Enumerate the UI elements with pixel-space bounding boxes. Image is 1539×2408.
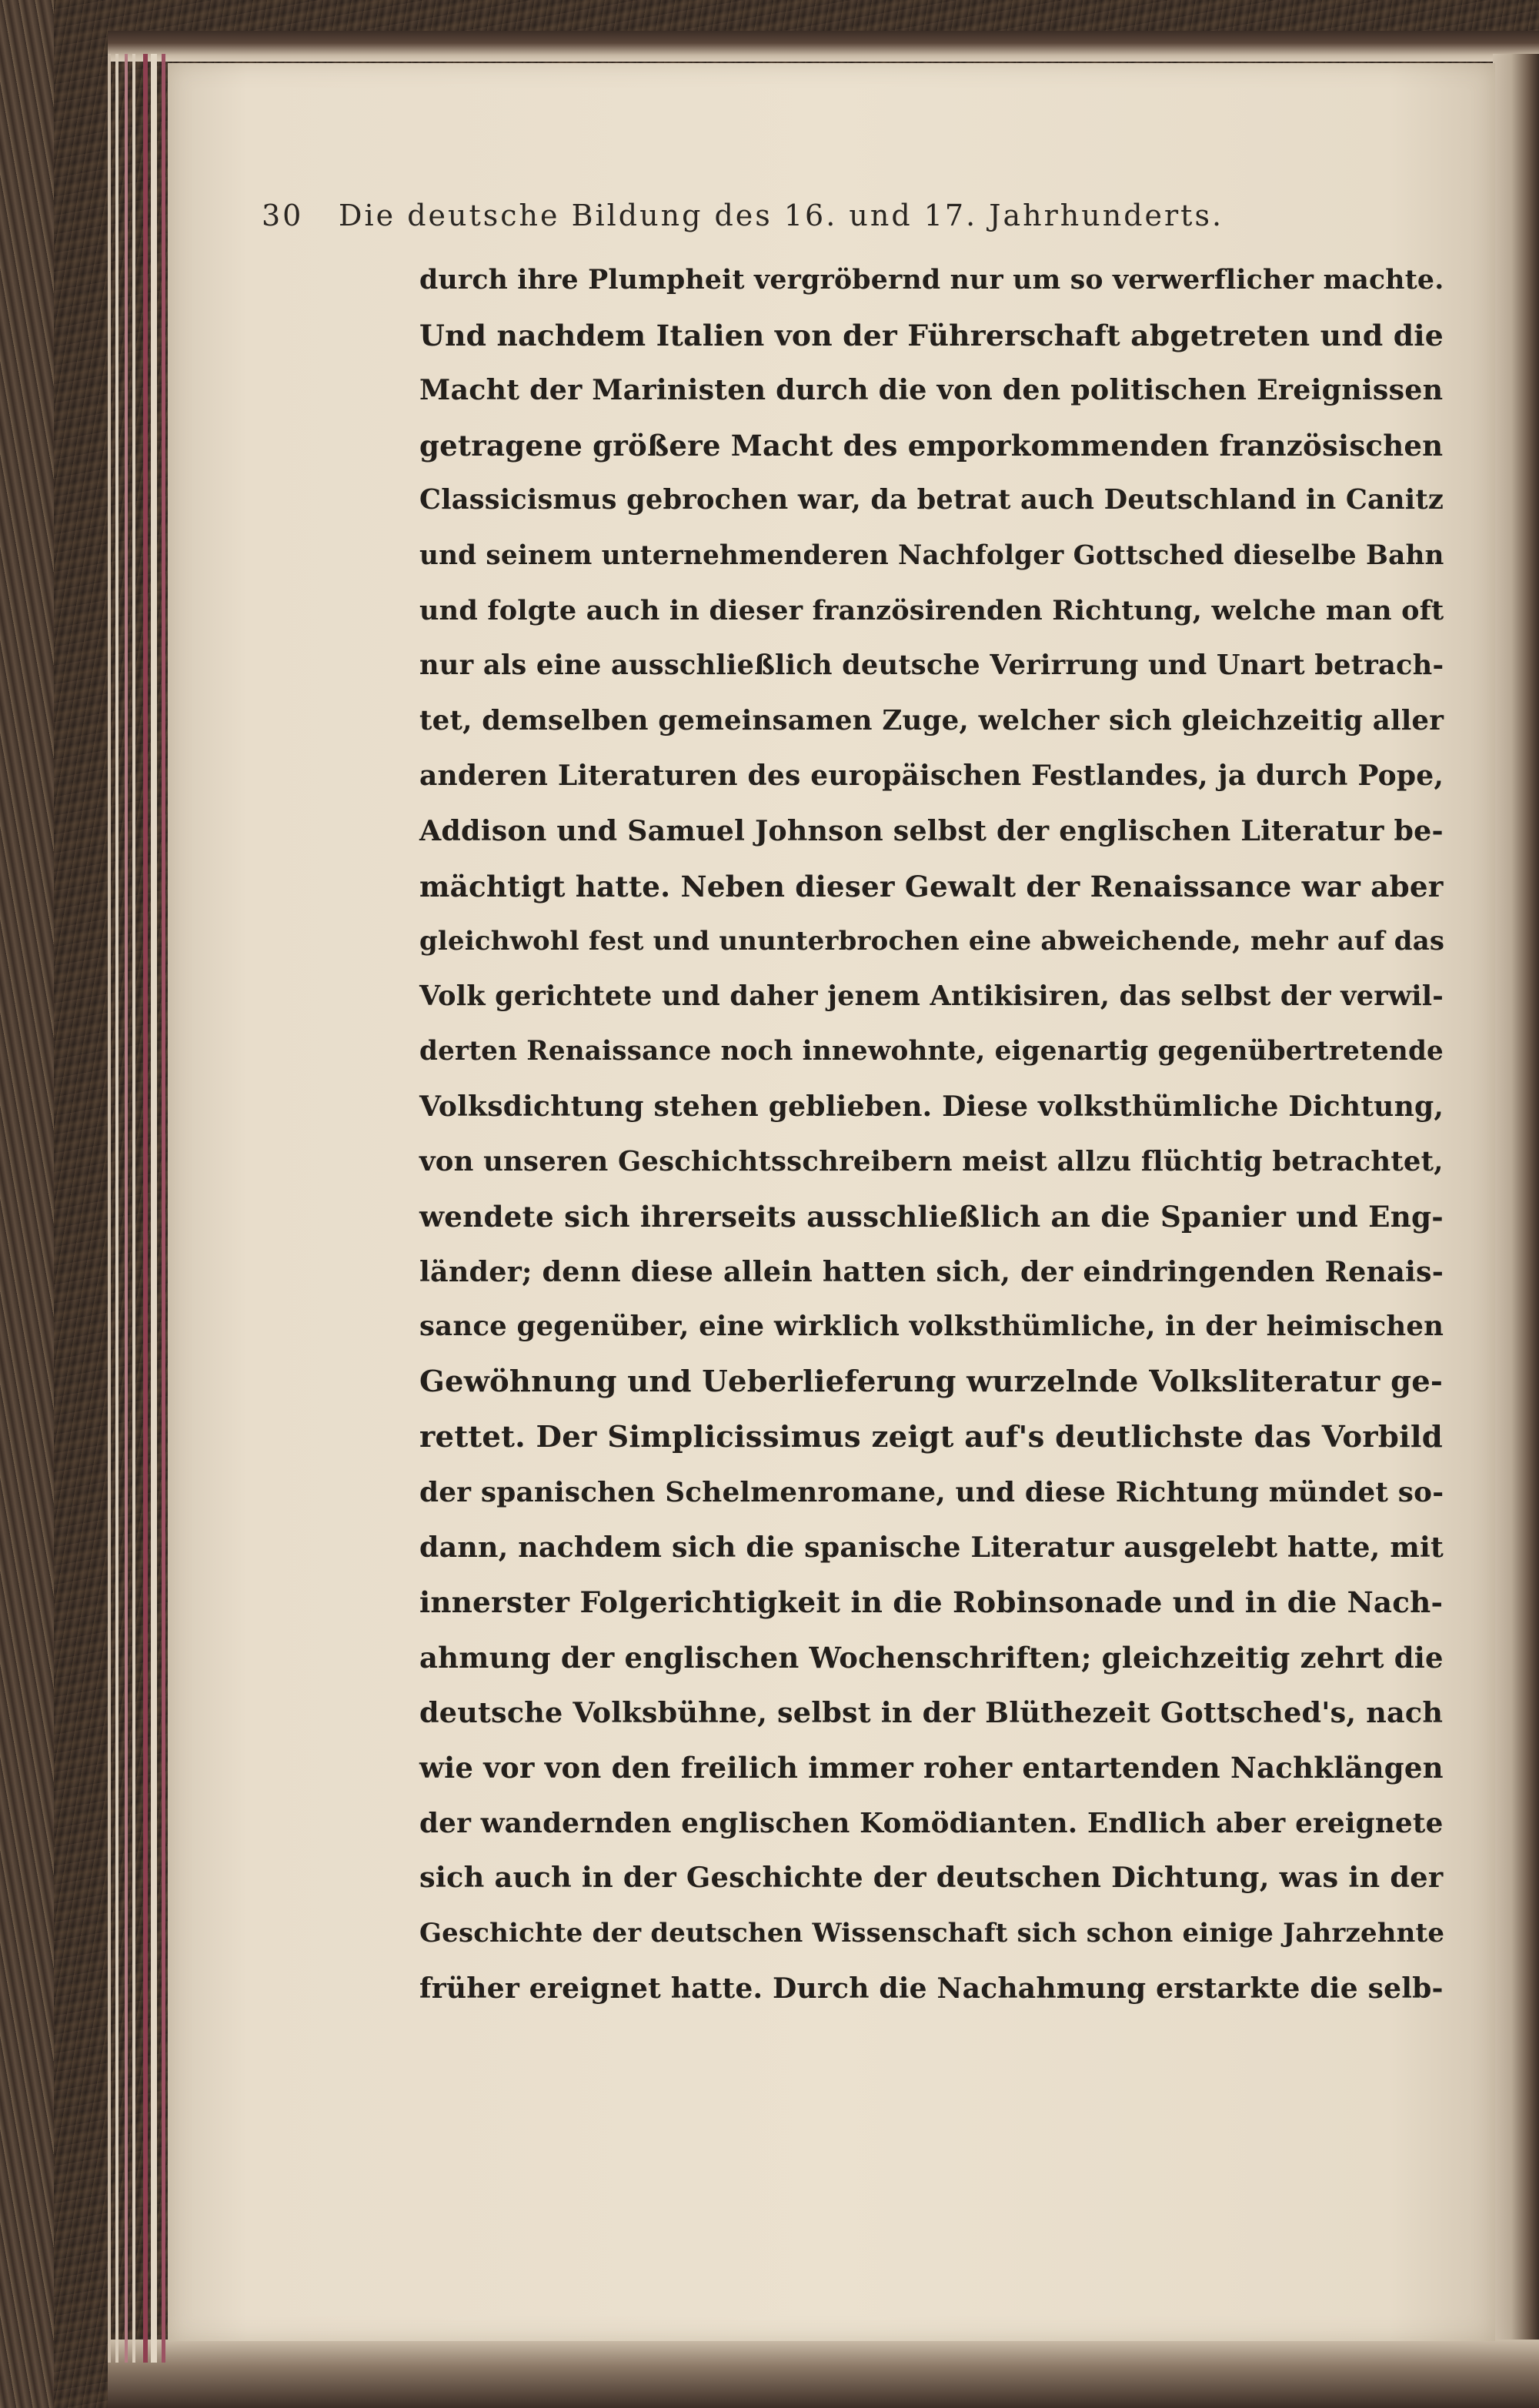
text-line: der spanischen Schelmenromane, und diese Richtung mündet so- [419, 1476, 1444, 1509]
text-line: nur als eine ausschließlich deutsche Verirrung und Unart betrach- [419, 650, 1444, 682]
text-line: innerster Folgerichtigkeit in die Robinsonade und in die Nach- [419, 1585, 1444, 1620]
text-line: der wandernden englischen Komödianten. Endlich aber ereignete [419, 1806, 1444, 1839]
text-line: derten Renaissance noch innewohnte, eigenartig gegenübertretende [419, 1036, 1444, 1067]
text-line: tet, demselben gemeinsamen Zuge, welcher sich gleichzeitig aller [419, 704, 1444, 736]
text-line: Addison und Samuel Johnson selbst der englischen Literatur be- [419, 814, 1444, 847]
text-line: länder; denn diese allein hatten sich, der eindringenden Renais- [419, 1254, 1444, 1288]
text-line: Gewöhnung und Ueberlieferung wurzelnde Volksliteratur ge- [419, 1364, 1444, 1399]
text-line: gleichwohl fest und ununterbrochen eine abweichende, mehr auf das [419, 926, 1445, 957]
text-line: sich auch in der Geschichte der deutschen Dichtung, was in der [419, 1861, 1444, 1895]
text-line: sance gegenüber, eine wirklich volksthümliche, in der heimischen [419, 1311, 1444, 1343]
text-line: getragene größere Macht des emporkommenden französischen [419, 428, 1444, 463]
page-number: 30 [262, 199, 304, 232]
text-line: rettet. Der Simplicissimus zeigt auf's deutlichste das Vorbild [419, 1419, 1443, 1454]
running-head-title: Die deutsche Bildung des 16. und 17. Jahrhunderts. [339, 199, 1224, 232]
text-line: durch ihre Plumpheit vergröbernd nur um so verwerflicher machte. [419, 264, 1444, 296]
text-line: mächtigt hatte. Neben dieser Gewalt der Renaissance war aber [419, 869, 1444, 903]
text-line: anderen Literaturen des europäischen Festlandes, ja durch Pope, [419, 760, 1444, 793]
text-line: früher ereignet hatte. Durch die Nachahmung erstarkte die selb- [419, 1971, 1444, 2005]
text-line: Classicismus gebrochen war, da betrat auch Deutschland in Canitz [419, 484, 1444, 516]
text-line: Geschichte der deutschen Wissenschaft sich schon einige Jahrzehnte [419, 1918, 1445, 1949]
text-line: Volksdichtung stehen geblieben. Diese volksthümliche Dichtung, [419, 1090, 1444, 1123]
text-line: deutsche Volksbühne, selbst in der Blüthezeit Gottsched's, nach [419, 1695, 1444, 1729]
text-line: Macht der Marinisten durch die von den politischen Ereignissen [419, 373, 1444, 407]
text-line: Volk gerichtete und daher jenem Antikisiren, das selbst der verwil- [419, 980, 1444, 1012]
text-line: ahmung der englischen Wochenschriften; gleichzeitig zehrt die [419, 1641, 1444, 1675]
text-line: wie vor von den freilich immer roher entartenden Nachklängen [419, 1751, 1444, 1785]
text-line: dann, nachdem sich die spanische Literatur ausgelebt hatte, mit [419, 1530, 1444, 1564]
text-line: Und nachdem Italien von der Führerschaft abgetreten und die [419, 318, 1444, 352]
text-line: und seinem unternehmenderen Nachfolger Gottsched dieselbe Bahn [419, 540, 1444, 571]
text-line: wendete sich ihrerseits ausschließlich an die Spanier und Eng- [419, 1200, 1444, 1234]
text-line: und folgte auch in dieser französirenden Richtung, welche man oft [419, 594, 1444, 626]
text-line: von unseren Geschichtsschreibern meist allzu flüchtig betrachtet, [419, 1145, 1444, 1177]
